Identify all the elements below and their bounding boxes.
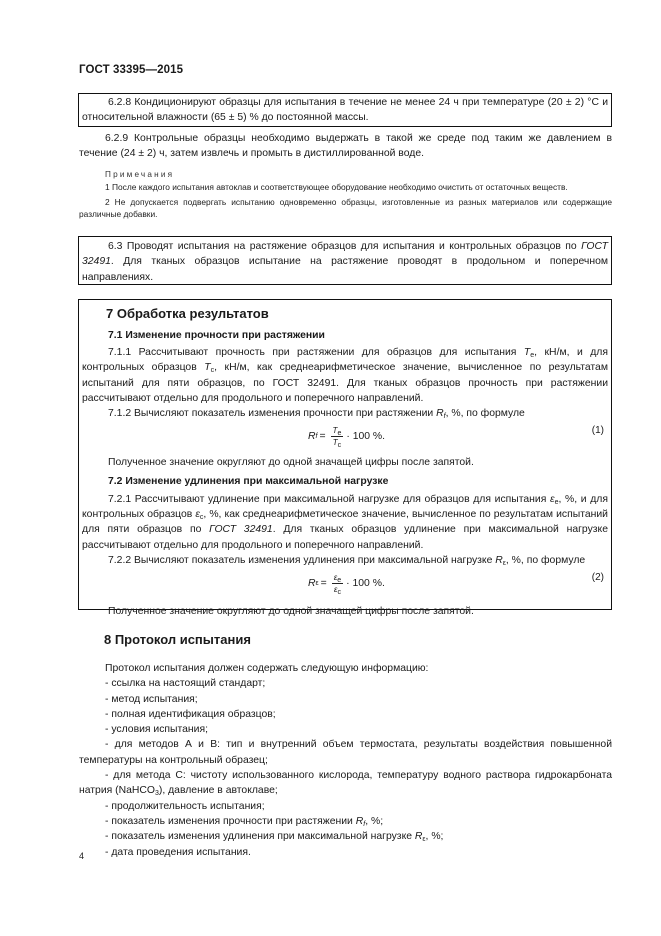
equation-number-2: (2) xyxy=(591,572,604,584)
clause-6-2-8: 6.2.8 Кондиционируют образцы для испытания в течение не менее 24 ч при температуре (20 ± 2) °С и относительной влажности (65 ± 5) % до постоянной массы. xyxy=(82,97,608,124)
section-8-body xyxy=(79,661,612,860)
page-number: 4 xyxy=(79,851,85,861)
protocol-item: - для метода С: чистоту использованного кислорода, температуру водного раствора гидрокарбоната натрия (NaHCO$_3$), давление в автоклаве; xyxy=(79,770,612,798)
rounding-note-7-1: Полученное значение округляют до одной значащей цифры после запятой. xyxy=(108,457,474,469)
document-header: ГОСТ 33395—2015 xyxy=(79,64,184,76)
notes-block xyxy=(79,170,612,221)
protocol-item: - дата проведения испытания. xyxy=(105,846,251,858)
clause-6-2-9: 6.2.9 Контрольные образцы необходимо выдержать в такой же среде под таким же давлением в течение (24 ± 2) ч, затем извлечь и промыть в дистиллированной воде. xyxy=(79,133,612,160)
note-2: 2 Не допускается подвергать испытанию одновременно образцы, изготовленные из разных материалов или содержащие различные добавки. xyxy=(79,196,612,219)
clause-6-3: 6.3 Проводят испытания на растяжение образцов для испытания и контрольных образцов по ГОСТ 32491. Для тканых образцов испытание на растяжение проводят в продольном и поперечном направлениях. xyxy=(82,241,608,283)
clause-7-1-2: 7.1.2 Вычисляют показатель изменения прочности при растяжении $R_f$, %, по формуле xyxy=(108,408,525,421)
clause-6-3-box xyxy=(78,236,612,285)
notes-title: Примечания xyxy=(105,170,175,179)
clause-7-2-1: 7.2.1 Рассчитывают удлинение при максимальной нагрузке для образцов для испытания $\varepsilon_e$, %, и для контрольных образцов $\varepsilon_c$, %, как среднеарифметическое значение, вычисленное по результатам испытаний для пяти образцов по ГОСТ 32491. Для тканых образцов удлинение при максимальной нагрузке рассчитывают отдельно для продольного и поперечного направлений. xyxy=(82,493,608,551)
protocol-item: - продолжительность испытания; xyxy=(105,800,265,812)
rounding-note-7-2: Полученное значение округляют до одной значащей цифры после запятой. xyxy=(108,606,474,618)
gost-32491-ref: ГОСТ 32491 xyxy=(209,524,273,536)
section-8-title: 8 Протокол испытания xyxy=(104,632,251,647)
section-7-title: 7 Обработка результатов xyxy=(106,306,269,321)
clause-6-2-9-block xyxy=(79,131,612,162)
equation-number-1: (1) xyxy=(591,425,604,437)
protocol-item: - ссылка на настоящий стандарт; xyxy=(105,678,266,690)
protocol-item: - показатель изменения прочности при растяжении $R_f$, %; xyxy=(105,815,384,828)
section-7-1-title: 7.1 Изменение прочности при растяжении xyxy=(108,330,325,341)
protocol-item: - условия испытания; xyxy=(105,724,208,736)
gost-32491-ref: ГОСТ 32491 xyxy=(82,241,608,268)
section-7-box xyxy=(78,299,612,618)
note-1: 1 После каждого испытания автоклав и соответствующее оборудование необходимо очистить от остаточных веществ. xyxy=(105,182,568,192)
protocol-item: - для методов А и В: тип и внутренний объем термостата, результаты воздействия повышенной температуры на контрольный образец; xyxy=(79,739,612,766)
protocol-item: - показатель изменения удлинения при максимальной нагрузке $R_\varepsilon$, %; xyxy=(105,831,444,844)
protocol-item: - полная идентификация образцов; xyxy=(105,708,276,720)
clause-7-1-1: 7.1.1 Рассчитывают прочность при растяжении для образцов для испытания $T_e$, кН/м, и для контрольных образцов $T_c$, кН/м, как среднеарифметическое значение, вычисленное по результатам испытаний для пяти образцов, по ГОСТ 32491. Для тканых образцов прочность при растяжении рассчитывают отдельно для продольного и поперечного направлений. xyxy=(82,347,608,404)
protocol-item: - метод испытания; xyxy=(105,693,198,705)
formula-2: R ε = $\frac{\varepsilon_e}{\varepsilon_c}$ · 100 %. (2) xyxy=(308,572,604,597)
formula-1: R f = $\frac{T_e}{T_c}$ · 100 %. (1) xyxy=(308,425,604,450)
clause-7-2-2: 7.2.2 Вычисляют показатель изменения удлинения при максимальной нагрузке $R_\varepsilon$, %, по формуле xyxy=(108,554,586,567)
section-7-2-title: 7.2 Изменение удлинения при максимальной нагрузке xyxy=(108,475,389,487)
section-8-intro: Протокол испытания должен содержать следующую информацию: xyxy=(105,663,429,674)
clause-6-2-8-box xyxy=(78,93,612,127)
